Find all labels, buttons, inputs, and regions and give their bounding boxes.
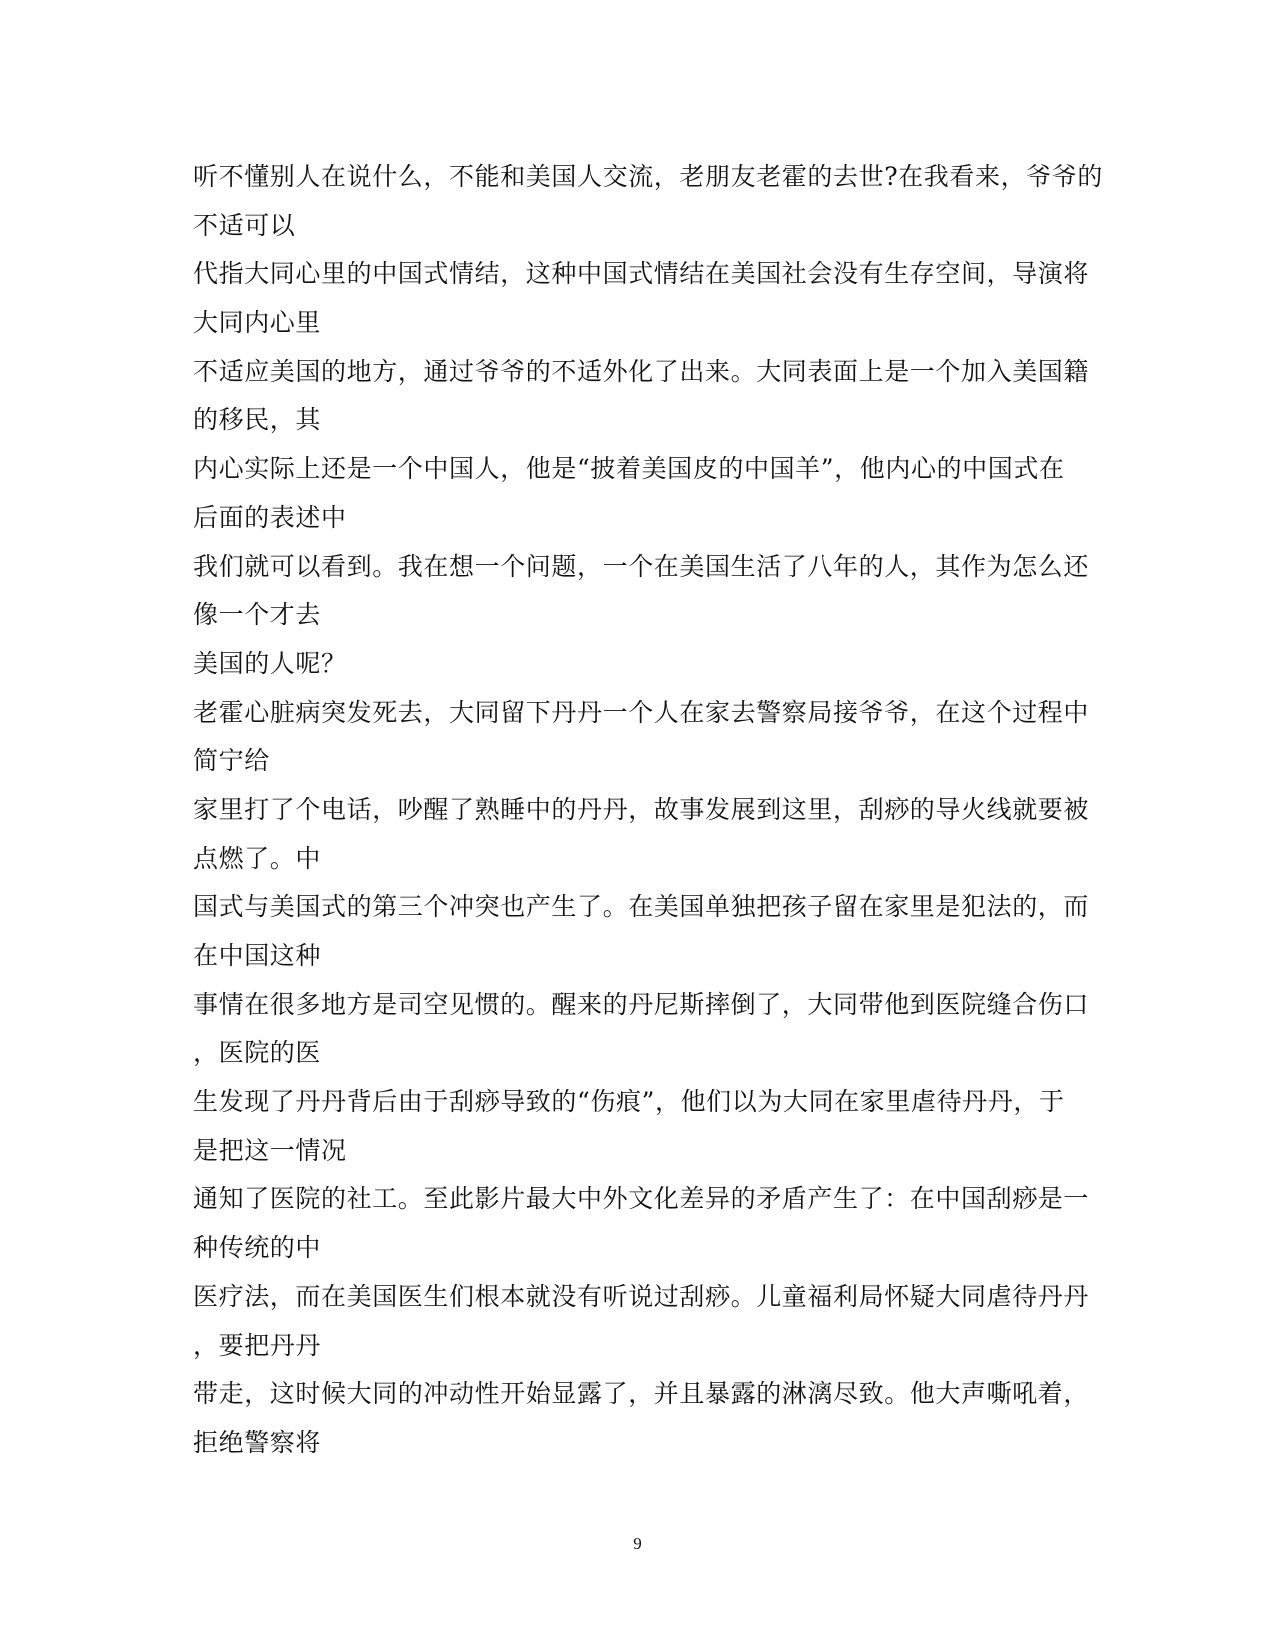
- text-line: 像一个才去: [193, 600, 322, 630]
- body-text: [193, 153, 1104, 1468]
- text-line: 的移民，其: [193, 405, 322, 435]
- text-line: 生发现了丹丹背后由于刮痧导致的“伤痕”，他们以为大同在家里虐待丹丹，于: [193, 1087, 1065, 1117]
- text-line: 通知了医院的社工。至此影片最大中外文化差异的矛盾产生了：在中国刮痧是一: [193, 1184, 1090, 1214]
- text-line: 不适应美国的地方，通过爷爷的不适外化了出来。大同表面上是一个加入美国籍: [193, 356, 1090, 386]
- text-line: 点燃了。中: [193, 843, 322, 873]
- text-line: 美国的人呢？: [193, 648, 347, 678]
- text-line: 国式与美国式的第三个冲突也产生了。在美国单独把孩子留在家里是犯法的，而: [193, 892, 1090, 922]
- page-number: 9: [633, 1534, 642, 1553]
- text-line: 事情在很多地方是司空见惯的。醒来的丹尼斯摔倒了，大同带他到医院缝合伤口: [193, 989, 1090, 1019]
- text-line: ，要把丹丹: [193, 1330, 322, 1360]
- text-line: 听不懂别人在说什么，不能和美国人交流，老朋友老霍的去世?在我看来，爷爷的: [193, 162, 1104, 191]
- text-line: 在中国这种: [193, 941, 322, 970]
- text-line: 医疗法，而在美国医生们根本就没有听说过刮痧。儿童福利局怀疑大同虐待丹丹: [193, 1281, 1090, 1311]
- text-line: 我们就可以看到。我在想一个问题，一个在美国生活了八年的人，其作为怎么还: [193, 551, 1090, 581]
- text-line: 老霍心脏病突发死去，大同留下丹丹一个人在家去警察局接爷爷，在这个过程中: [193, 697, 1090, 727]
- text-line: 家里打了个电话，吵醒了熟睡中的丹丹，故事发展到这里，刮痧的导火线就要被: [193, 794, 1090, 824]
- text-line: 种传统的中: [193, 1233, 322, 1263]
- text-line: ，医院的医: [193, 1038, 322, 1068]
- text-line: 大同内心里: [193, 308, 322, 338]
- text-line: 带走，这时候大同的冲动性开始显露了，并且暴露的淋漓尽致。他大声嘶吼着，: [193, 1379, 1090, 1409]
- text-line: 是把这一情况: [193, 1135, 347, 1165]
- text-line: 代指大同心里的中国式情结，这种中国式情结在美国社会没有生存空间，导演将: [193, 259, 1090, 289]
- text-line: 后面的表述中: [193, 502, 347, 532]
- text-line: 不适可以: [193, 210, 296, 240]
- text-line: 拒绝警察将: [193, 1427, 322, 1457]
- text-line: 简宁给: [193, 746, 270, 776]
- text-line: 内心实际上还是一个中国人，他是“披着美国皮的中国羊”，他内心的中国式在: [193, 454, 1065, 484]
